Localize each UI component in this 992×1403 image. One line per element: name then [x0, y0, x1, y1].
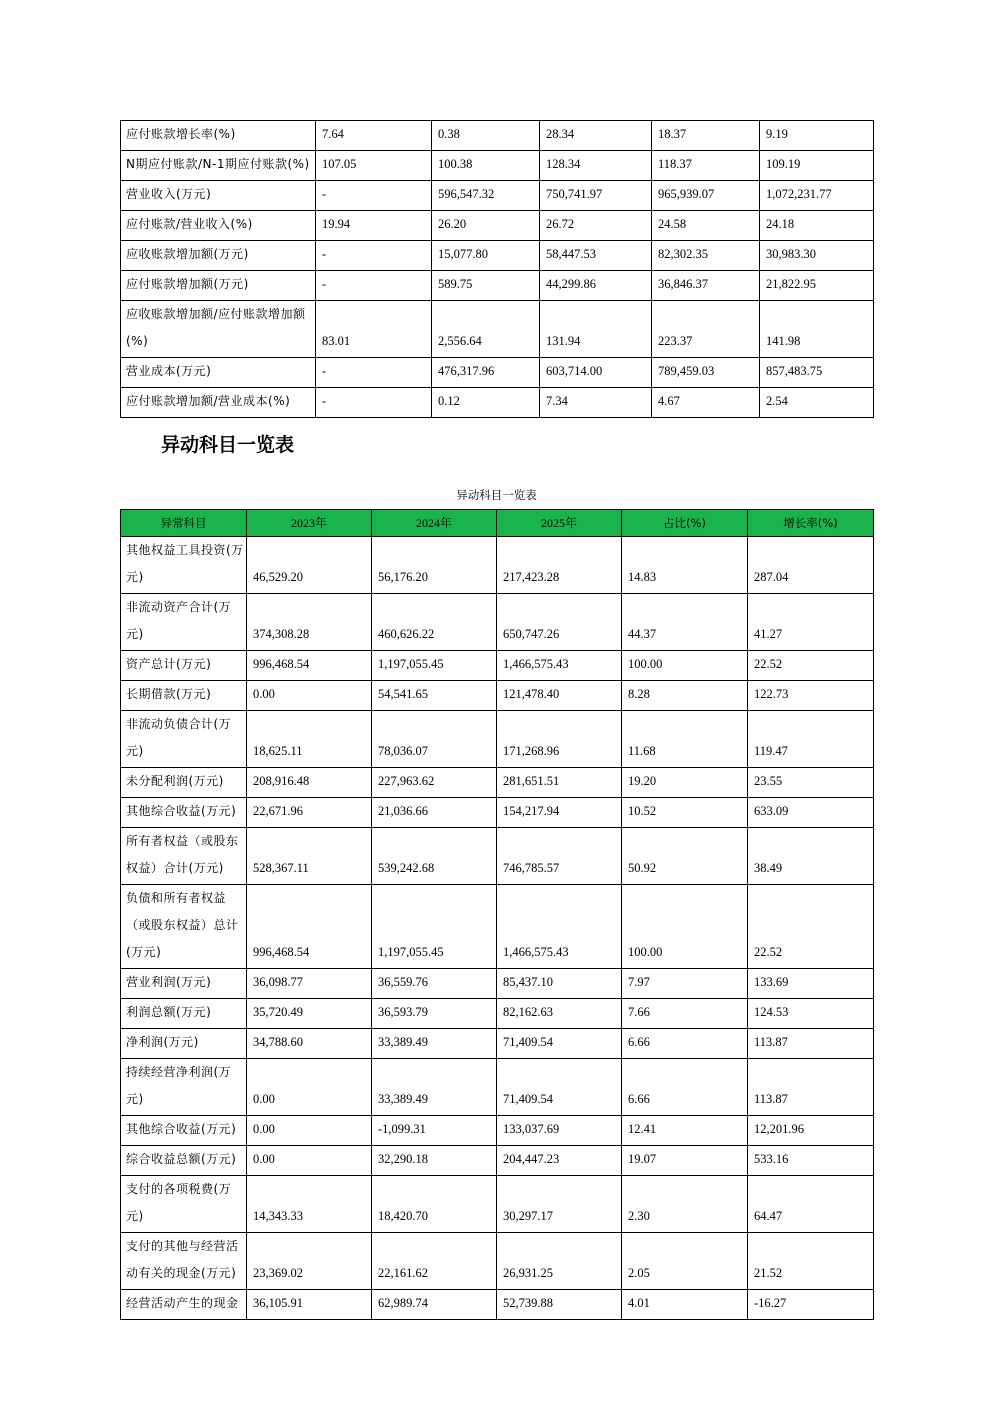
value-cell: 82,302.35 [652, 241, 760, 271]
row-label: 所有者权益（或股东权益）合计(万元) [121, 828, 247, 885]
row-label: 综合收益总额(万元) [121, 1146, 247, 1176]
value-cell: 21,822.95 [760, 271, 874, 301]
table-caption: 异动科目一览表 [456, 488, 537, 502]
value-cell: 23.55 [748, 768, 874, 798]
header-cell: 占比(%) [622, 510, 748, 537]
value-cell: 62,989.74 [372, 1290, 497, 1320]
value-cell: 23,369.02 [247, 1233, 372, 1290]
table-row [121, 828, 874, 885]
value-cell: 133,037.69 [497, 1116, 622, 1146]
value-cell: 996,468.54 [247, 651, 372, 681]
value-cell: 100.00 [622, 651, 748, 681]
table-row [121, 1029, 874, 1059]
value-cell: -16.27 [748, 1290, 874, 1320]
value-cell: 78,036.07 [372, 711, 497, 768]
table-row [121, 211, 874, 241]
value-cell: 26.20 [432, 211, 540, 241]
value-cell: 0.00 [247, 681, 372, 711]
row-label: 营业收入(万元) [121, 181, 316, 211]
value-cell: 2.30 [622, 1176, 748, 1233]
table-row [121, 1233, 874, 1290]
value-cell: 217,423.28 [497, 537, 622, 594]
row-label: 未分配利润(万元) [121, 768, 247, 798]
row-label: 负债和所有者权益（或股东权益）总计(万元) [121, 885, 247, 969]
value-cell: 7.66 [622, 999, 748, 1029]
value-cell: 154,217.94 [497, 798, 622, 828]
table-row [121, 999, 874, 1029]
value-cell: 82,162.63 [497, 999, 622, 1029]
row-label: 其他综合收益(万元) [121, 798, 247, 828]
value-cell: 113.87 [748, 1029, 874, 1059]
value-cell: 0.00 [247, 1059, 372, 1116]
value-cell: 12.41 [622, 1116, 748, 1146]
header-cell: 增长率(%) [748, 510, 874, 537]
header-cell: 2025年 [497, 510, 622, 537]
row-label: 长期借款(万元) [121, 681, 247, 711]
value-cell: 14.83 [622, 537, 748, 594]
value-cell: 36,846.37 [652, 271, 760, 301]
value-cell: 6.66 [622, 1029, 748, 1059]
table-header-row [121, 510, 874, 537]
value-cell: 124.53 [748, 999, 874, 1029]
value-cell: 12,201.96 [748, 1116, 874, 1146]
value-cell: 22.52 [748, 885, 874, 969]
value-cell: 996,468.54 [247, 885, 372, 969]
value-cell: 64.47 [748, 1176, 874, 1233]
value-cell: 33,389.49 [372, 1059, 497, 1116]
value-cell: 24.58 [652, 211, 760, 241]
value-cell: 21,036.66 [372, 798, 497, 828]
table-row [121, 594, 874, 651]
value-cell: 7.64 [316, 121, 432, 151]
value-cell: 32,290.18 [372, 1146, 497, 1176]
value-cell: 7.34 [540, 388, 652, 418]
value-cell: 528,367.11 [247, 828, 372, 885]
value-cell: 24.18 [760, 211, 874, 241]
value-cell: 650,747.26 [497, 594, 622, 651]
table-row [121, 537, 874, 594]
value-cell: 52,739.88 [497, 1290, 622, 1320]
table-row [121, 798, 874, 828]
value-cell: 857,483.75 [760, 358, 874, 388]
value-cell: 539,242.68 [372, 828, 497, 885]
table-row [121, 358, 874, 388]
value-cell: 100.38 [432, 151, 540, 181]
value-cell: 171,268.96 [497, 711, 622, 768]
table-row [121, 1146, 874, 1176]
section-title: 异动科目一览表 [161, 434, 295, 456]
value-cell: 58,447.53 [540, 241, 652, 271]
value-cell: 1,197,055.45 [372, 651, 497, 681]
table-row [121, 885, 874, 969]
value-cell: 113.87 [748, 1059, 874, 1116]
row-label: 应付账款增加额/营业成本(%) [121, 388, 316, 418]
value-cell: 4.01 [622, 1290, 748, 1320]
value-cell: 36,559.76 [372, 969, 497, 999]
value-cell: 35,720.49 [247, 999, 372, 1029]
payables-table [120, 120, 874, 418]
value-cell: 26.72 [540, 211, 652, 241]
value-cell: 30,297.17 [497, 1176, 622, 1233]
value-cell: 1,466,575.43 [497, 885, 622, 969]
value-cell: 750,741.97 [540, 181, 652, 211]
value-cell: 1,197,055.45 [372, 885, 497, 969]
value-cell: 56,176.20 [372, 537, 497, 594]
value-cell: 71,409.54 [497, 1059, 622, 1116]
value-cell: 227,963.62 [372, 768, 497, 798]
value-cell: - [316, 388, 432, 418]
value-cell: 46,529.20 [247, 537, 372, 594]
value-cell: 1,072,231.77 [760, 181, 874, 211]
row-label: 利润总额(万元) [121, 999, 247, 1029]
value-cell: 34,788.60 [247, 1029, 372, 1059]
value-cell: 10.52 [622, 798, 748, 828]
value-cell: 119.47 [748, 711, 874, 768]
row-label: 应收账款增加额/应付账款增加额(%) [121, 301, 316, 358]
value-cell: 281,651.51 [497, 768, 622, 798]
value-cell: 36,105.91 [247, 1290, 372, 1320]
value-cell: 633.09 [748, 798, 874, 828]
table-row [121, 121, 874, 151]
row-label: 应付账款/营业收入(%) [121, 211, 316, 241]
row-label: 营业成本(万元) [121, 358, 316, 388]
value-cell: 19.94 [316, 211, 432, 241]
value-cell: 38.49 [748, 828, 874, 885]
value-cell: 28.34 [540, 121, 652, 151]
value-cell: 1,466,575.43 [497, 651, 622, 681]
row-label: 应付账款增长率(%) [121, 121, 316, 151]
table-row [121, 969, 874, 999]
row-label: 非流动资产合计(万元) [121, 594, 247, 651]
value-cell: 9.19 [760, 121, 874, 151]
value-cell: 22,161.62 [372, 1233, 497, 1290]
value-cell: 22.52 [748, 651, 874, 681]
value-cell: 15,077.80 [432, 241, 540, 271]
value-cell: 746,785.57 [497, 828, 622, 885]
table-row [121, 1290, 874, 1320]
row-label: 非流动负债合计(万元) [121, 711, 247, 768]
value-cell: 50.92 [622, 828, 748, 885]
table-row [121, 388, 874, 418]
value-cell: 374,308.28 [247, 594, 372, 651]
value-cell: 85,437.10 [497, 969, 622, 999]
value-cell: 6.66 [622, 1059, 748, 1116]
table-row [121, 681, 874, 711]
value-cell: 8.28 [622, 681, 748, 711]
table-row [121, 241, 874, 271]
value-cell: 22,671.96 [247, 798, 372, 828]
value-cell: 54,541.65 [372, 681, 497, 711]
row-label: 应收账款增加额(万元) [121, 241, 316, 271]
value-cell: 208,916.48 [247, 768, 372, 798]
value-cell: 19.20 [622, 768, 748, 798]
value-cell: 118.37 [652, 151, 760, 181]
row-label: 经营活动产生的现金 [121, 1290, 247, 1320]
table-row [121, 271, 874, 301]
row-label: 资产总计(万元) [121, 651, 247, 681]
table-row [121, 1176, 874, 1233]
value-cell: 44,299.86 [540, 271, 652, 301]
value-cell: 100.00 [622, 885, 748, 969]
row-label: N期应付账款/N-1期应付账款(%) [121, 151, 316, 181]
value-cell: 83.01 [316, 301, 432, 358]
value-cell: 141.98 [760, 301, 874, 358]
value-cell: 596,547.32 [432, 181, 540, 211]
header-cell: 异常科目 [121, 510, 247, 537]
abnormal-items-table [120, 509, 874, 1320]
value-cell: 0.00 [247, 1146, 372, 1176]
row-label: 净利润(万元) [121, 1029, 247, 1059]
value-cell: 18,625.11 [247, 711, 372, 768]
value-cell: 131.94 [540, 301, 652, 358]
value-cell: 33,389.49 [372, 1029, 497, 1059]
table-row [121, 651, 874, 681]
table-row [121, 301, 874, 358]
table-row [121, 1116, 874, 1146]
value-cell: 2.54 [760, 388, 874, 418]
value-cell: 476,317.96 [432, 358, 540, 388]
value-cell: - [316, 358, 432, 388]
value-cell: 19.07 [622, 1146, 748, 1176]
row-label: 支付的各项税费(万元) [121, 1176, 247, 1233]
value-cell: 44.37 [622, 594, 748, 651]
value-cell: 4.67 [652, 388, 760, 418]
value-cell: 223.37 [652, 301, 760, 358]
value-cell: 0.38 [432, 121, 540, 151]
value-cell: 36,593.79 [372, 999, 497, 1029]
header-cell: 2024年 [372, 510, 497, 537]
value-cell: 533.16 [748, 1146, 874, 1176]
value-cell: 7.97 [622, 969, 748, 999]
table-row [121, 181, 874, 211]
value-cell: 14,343.33 [247, 1176, 372, 1233]
table-row [121, 1059, 874, 1116]
value-cell: 460,626.22 [372, 594, 497, 651]
row-label: 其他权益工具投资(万元) [121, 537, 247, 594]
value-cell: 589.75 [432, 271, 540, 301]
value-cell: 26,931.25 [497, 1233, 622, 1290]
value-cell: - [316, 181, 432, 211]
value-cell: 287.04 [748, 537, 874, 594]
value-cell: 0.00 [247, 1116, 372, 1146]
value-cell: 2.05 [622, 1233, 748, 1290]
value-cell: 109.19 [760, 151, 874, 181]
row-label: 营业利润(万元) [121, 969, 247, 999]
value-cell: - [316, 271, 432, 301]
row-label: 持续经营净利润(万元) [121, 1059, 247, 1116]
value-cell: 11.68 [622, 711, 748, 768]
row-label: 其他综合收益(万元) [121, 1116, 247, 1146]
value-cell: 789,459.03 [652, 358, 760, 388]
table-row [121, 768, 874, 798]
value-cell: 122.73 [748, 681, 874, 711]
row-label: 支付的其他与经营活动有关的现金(万元) [121, 1233, 247, 1290]
value-cell: 18.37 [652, 121, 760, 151]
value-cell: -1,099.31 [372, 1116, 497, 1146]
value-cell: 30,983.30 [760, 241, 874, 271]
value-cell: - [316, 241, 432, 271]
value-cell: 107.05 [316, 151, 432, 181]
value-cell: 21.52 [748, 1233, 874, 1290]
row-label: 应付账款增加额(万元) [121, 271, 316, 301]
value-cell: 121,478.40 [497, 681, 622, 711]
value-cell: 603,714.00 [540, 358, 652, 388]
value-cell: 204,447.23 [497, 1146, 622, 1176]
value-cell: 133.69 [748, 969, 874, 999]
table-row [121, 151, 874, 181]
value-cell: 71,409.54 [497, 1029, 622, 1059]
value-cell: 2,556.64 [432, 301, 540, 358]
value-cell: 965,939.07 [652, 181, 760, 211]
value-cell: 18,420.70 [372, 1176, 497, 1233]
table-row [121, 711, 874, 768]
value-cell: 128.34 [540, 151, 652, 181]
value-cell: 36,098.77 [247, 969, 372, 999]
value-cell: 41.27 [748, 594, 874, 651]
value-cell: 0.12 [432, 388, 540, 418]
header-cell: 2023年 [247, 510, 372, 537]
